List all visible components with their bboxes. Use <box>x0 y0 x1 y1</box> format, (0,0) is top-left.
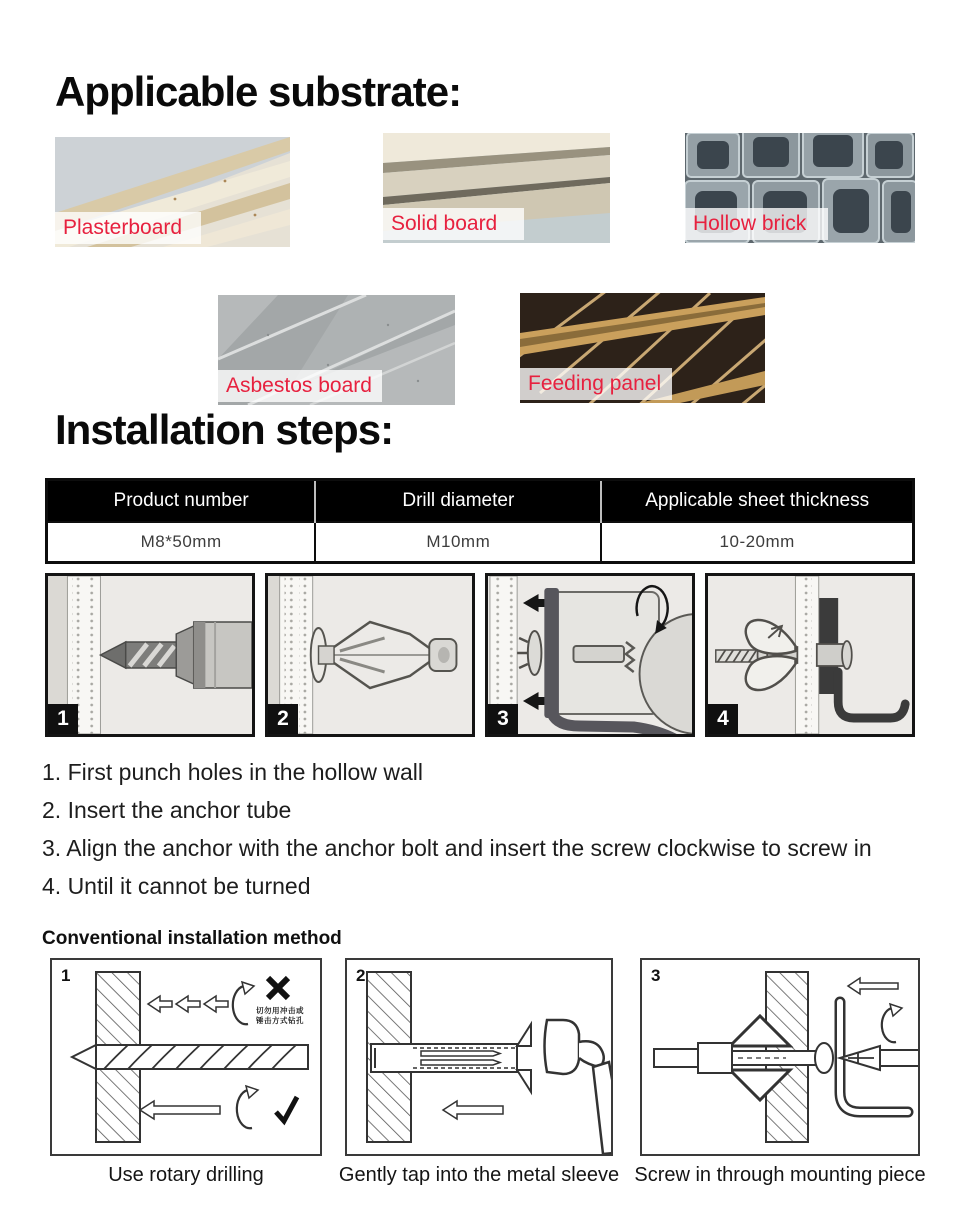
plasterboard-photo <box>55 137 290 247</box>
panel-number: 2 <box>356 966 366 985</box>
step-panel-align-screw <box>485 573 695 737</box>
spec-table-header: Product number <box>47 480 316 523</box>
left-arrow-icon <box>204 996 228 1012</box>
step-line: 4. Until it cannot be turned <box>42 873 311 900</box>
step-number-badge: 2 <box>268 704 298 734</box>
step-panel-tightened <box>705 573 915 737</box>
tap-sleeve-illustration <box>347 960 611 1154</box>
sleeve-flange <box>517 1070 531 1092</box>
conventional-panel-screw-in <box>640 958 920 1156</box>
substrate-label: Asbestos board <box>218 370 382 402</box>
step-panel-drill <box>45 573 255 737</box>
anchor-tightened-illustration <box>708 576 912 734</box>
conventional-method-heading: Conventional installation method <box>42 928 342 949</box>
chinese-warning-note: 切勿用冲击或 锤击方式钻孔 <box>256 1006 304 1025</box>
step-line: 1. First punch holes in the hollow wall <box>42 759 423 785</box>
step-panel-anchor-insert <box>265 573 475 737</box>
spec-table <box>45 478 915 564</box>
solid-board-photo <box>383 133 610 243</box>
panel-number: 3 <box>651 966 661 985</box>
conventional-panel-tap-sleeve <box>345 958 613 1156</box>
spec-table-cell: M8*50mm <box>47 522 316 563</box>
left-arrow-icon <box>140 1101 220 1119</box>
drill-tip <box>72 1045 96 1069</box>
substrate-heading: Applicable substrate: <box>55 68 462 115</box>
installation-steps-list <box>42 760 947 913</box>
spec-table-header: Drill diameter <box>315 480 601 523</box>
step-number-badge: 3 <box>488 704 518 734</box>
left-arrow-icon <box>848 978 898 994</box>
anchor-flange <box>528 631 542 675</box>
check-icon <box>276 1097 297 1121</box>
conventional-panel-drilling <box>50 958 322 1156</box>
step-number-badge: 1 <box>48 704 78 734</box>
sleeve-flange <box>517 1024 531 1046</box>
anchor-insert-illustration <box>268 576 472 734</box>
screw-rod <box>654 1049 698 1067</box>
left-arrow-icon <box>176 996 200 1012</box>
left-arrow-icon <box>148 996 172 1012</box>
rotary-drilling-illustration <box>52 960 320 1154</box>
step-line: 2. Insert the anchor tube <box>42 797 292 824</box>
panel-number: 1 <box>61 966 71 985</box>
spec-table-header: Applicable sheet thickness <box>601 480 913 523</box>
asbestos-board-photo <box>218 295 455 405</box>
screw-through-mount-illustration <box>642 960 918 1154</box>
panel-caption: Use rotary drilling <box>108 1164 264 1186</box>
substrate-label: Hollow brick <box>685 208 828 240</box>
hammer-handle <box>593 1062 611 1154</box>
spec-table-header-row <box>47 480 914 523</box>
step-line: 3. Align the anchor with the anchor bolt and insert the screw clockwise to screw in <box>42 835 872 862</box>
spec-table-cell: 10-20mm <box>601 522 913 563</box>
align-screw-illustration <box>488 576 692 734</box>
screwdriver-shaft <box>880 1050 918 1066</box>
installation-heading: Installation steps: <box>55 406 394 453</box>
anchor-bolt <box>573 646 624 662</box>
substrate-label: Solid board <box>383 208 524 240</box>
hammer-head <box>545 1020 580 1074</box>
spec-table-cell: M10mm <box>315 522 601 563</box>
panel-caption: Gently tap into the metal sleeve <box>338 1164 620 1186</box>
cross-icon <box>268 978 288 998</box>
panel-caption: Screw in through mounting piece <box>634 1164 926 1186</box>
substrate-label: Feeding panel <box>520 368 672 400</box>
left-arrow-icon <box>443 1101 503 1119</box>
drill-into-wall-illustration <box>48 576 252 734</box>
screw-head <box>815 1043 833 1073</box>
step-number-badge: 4 <box>708 704 738 734</box>
spec-table-row <box>47 522 914 563</box>
substrate-label: Plasterboard <box>55 212 201 244</box>
feeding-panel-photo <box>520 293 765 403</box>
hollow-brick-photo <box>685 133 915 243</box>
